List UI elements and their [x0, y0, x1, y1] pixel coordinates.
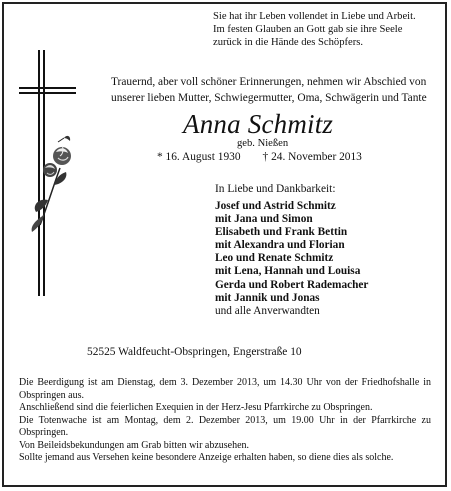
- cross-icon: [18, 50, 88, 296]
- quote-line: zurück in die Hände des Schöpfers.: [213, 37, 364, 49]
- mourner-line: mit Jana und Simon: [215, 213, 313, 226]
- quote-line: Sie hat ihr Leben vollendet in Liebe und Arbeit.: [213, 11, 416, 22]
- info-paragraph: Die Totenwache ist am Montag, dem 2. Dezember 2013, um 19.00 Uhr in der Pfarrkirche zu Obspringen.: [19, 414, 431, 438]
- mourner-line: Gerda und Robert Rademacher: [215, 278, 369, 291]
- mourner-line: mit Lena, Hannah und Louisa: [215, 265, 361, 278]
- intro-line: Trauernd, aber voll schöner Erinnerungen, nehmen wir Abschied von: [111, 76, 427, 88]
- intro-line: unserer lieben Mutter, Schwiegermutter, Oma, Schwägerin und Tante: [111, 92, 427, 104]
- mourner-line: mit Jannik und Jonas: [215, 291, 320, 304]
- memorial-quote: [213, 10, 416, 50]
- info-paragraph: Von Beileidsbekundungen am Grab bitten wir abzusehen.: [19, 439, 250, 451]
- rose-icon: [32, 136, 71, 232]
- life-dates: [157, 151, 362, 163]
- mourners-closing: und alle Anverwandten: [215, 304, 320, 317]
- info-paragraph: Sollte jemand aus Versehen keine besondere Anzeige erhalten haben, so diene dies als solche.: [19, 452, 394, 463]
- mourners-list: [215, 200, 368, 318]
- info-paragraph: Anschließend sind die feierlichen Exequien in der Herz-Jesu Pfarrkirche zu Obspringen.: [19, 402, 373, 413]
- quote-line: Im festen Glauben an Gott gab sie ihre Seele: [213, 24, 403, 36]
- birth-date: * 16. August 1930: [157, 151, 241, 163]
- deceased-name: Anna Schmitz: [183, 109, 334, 139]
- info-paragraph: Die Beerdigung ist am Dienstag, dem 3. Dezember 2013, um 14.30 Uhr von der Friedhofshalle in Obspringen aus.: [19, 377, 431, 401]
- family-address: 52525 Waldfeucht-Obspringen, Engerstraße 10: [87, 346, 302, 358]
- mourner-line: Josef und Astrid Schmitz: [215, 200, 336, 212]
- birth-name: geb. Nießen: [237, 138, 289, 149]
- mourners-heading: In Liebe und Dankbarkeit:: [215, 183, 336, 195]
- death-date: † 24. November 2013: [262, 151, 362, 163]
- mourner-line: Leo und Renate Schmitz: [215, 252, 334, 265]
- funeral-info: [19, 377, 431, 465]
- mourner-line: mit Alexandra und Florian: [215, 239, 345, 252]
- mourner-line: Elisabeth und Frank Bettin: [215, 226, 348, 239]
- intro-text: [111, 74, 427, 106]
